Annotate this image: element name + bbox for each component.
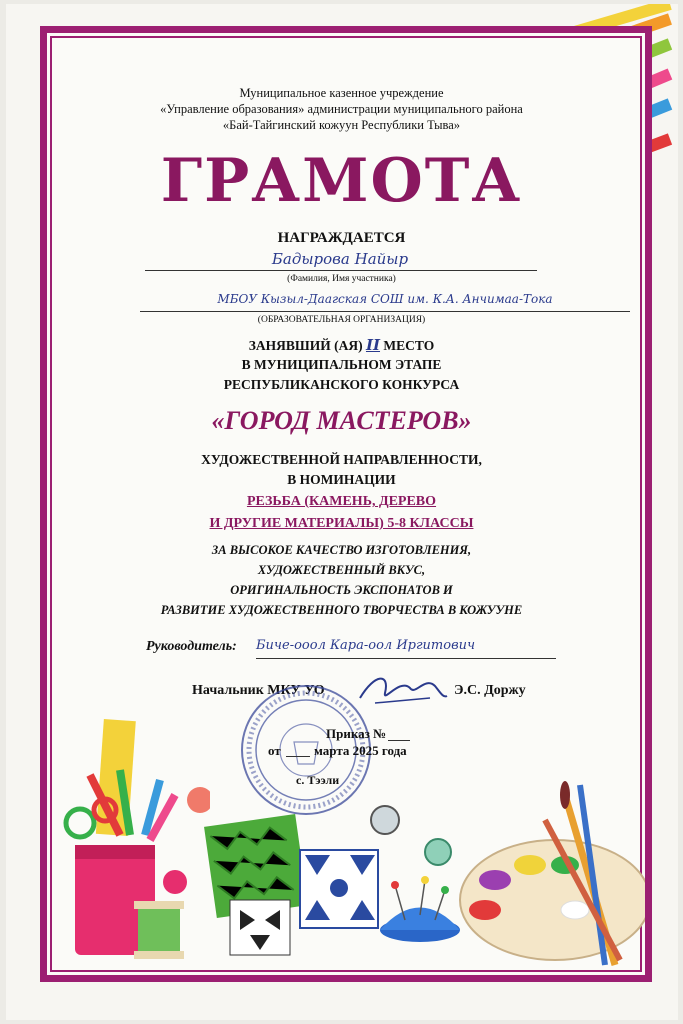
reason-line-1: ЗА ВЫСОКОЕ КАЧЕСТВО ИЗГОТОВЛЕНИЯ, — [211, 543, 472, 557]
reason-line-4: РАЗВИТИЕ ХУДОЖЕСТВЕННОГО ТВОРЧЕСТВА В КОЖУУНЕ — [160, 603, 523, 617]
order-place: с. Тээли — [296, 773, 340, 787]
place-suffix: МЕСТО — [383, 338, 435, 353]
supervisor-label: Руководитель: — [146, 639, 237, 654]
organization-line — [140, 311, 630, 312]
organization-caption: (ОБРАЗОВАТЕЛЬНАЯ ОРГАНИЗАЦИЯ) — [257, 315, 426, 325]
stage-line-1: В МУНИЦИПАЛЬНОМ ЭТАПЕ — [241, 357, 442, 372]
issuer-line-3: «Бай-Тайгинский кожуун Республики Тыва» — [222, 118, 461, 132]
participant-name: Бадырова Найыр — [271, 250, 409, 268]
place-line — [0, 336, 683, 354]
nomination-line-1: РЕЗЬБА (КАМЕНЬ, ДЕРЕВО — [246, 494, 437, 509]
order-date-prefix: от — [268, 743, 281, 758]
order-label: Приказ № — [326, 726, 387, 741]
order-day-line — [286, 756, 310, 757]
order-date-suffix: марта 2025 года — [314, 743, 407, 758]
participant-organization: МБОУ Кызыл-Даагская СОШ им. К.А. Анчимаа-Тока — [217, 292, 553, 306]
place-prefix: ЗАНЯВШИЙ (АЯ) — [248, 338, 363, 353]
order-number-line — [388, 740, 410, 741]
stage-line-2: РЕСПУБЛИКАНСКОГО КОНКУРСА — [223, 377, 460, 392]
place-value: II — [365, 336, 381, 354]
reason-line-3: ОРИГИНАЛЬНОСТЬ ЭКСПОНАТОВ И — [230, 583, 453, 597]
participant-name-line — [145, 270, 537, 271]
reason-line-2: ХУДОЖЕСТВЕННЫЙ ВКУС, — [257, 563, 426, 577]
direction-line-2: В НОМИНАЦИИ — [287, 472, 396, 487]
signature-position: Начальник МКУ УО — [192, 683, 325, 698]
certificate-title: ГРАМОТА — [160, 146, 523, 216]
participant-name-caption: (Фамилия, Имя участника) — [287, 274, 396, 284]
signature-name: Э.С. Доржу — [454, 683, 526, 698]
supervisor-name: Биче-ооол Кара-оол Иргитович — [256, 638, 476, 653]
contest-name: «ГОРОД МАСТЕРОВ» — [211, 406, 472, 435]
craft-cup-decoration — [50, 715, 210, 970]
issuer-line-2: «Управление образования» администрации муниципального района — [160, 102, 523, 116]
direction-line-1: ХУДОЖЕСТВЕННОЙ НАПРАВЛЕННОСТИ, — [201, 452, 482, 467]
palette-decoration — [455, 780, 645, 970]
supervisor-line — [256, 658, 556, 659]
issuer-line-1: Муниципальное казенное учреждение — [239, 86, 444, 100]
nomination-line-2: И ДРУГИЕ МАТЕРИАЛЫ) 5-8 КЛАССЫ — [209, 516, 474, 531]
awarded-label: НАГРАЖДАЕТСЯ — [277, 230, 406, 246]
fabric-and-pincushion-decoration — [200, 790, 460, 970]
